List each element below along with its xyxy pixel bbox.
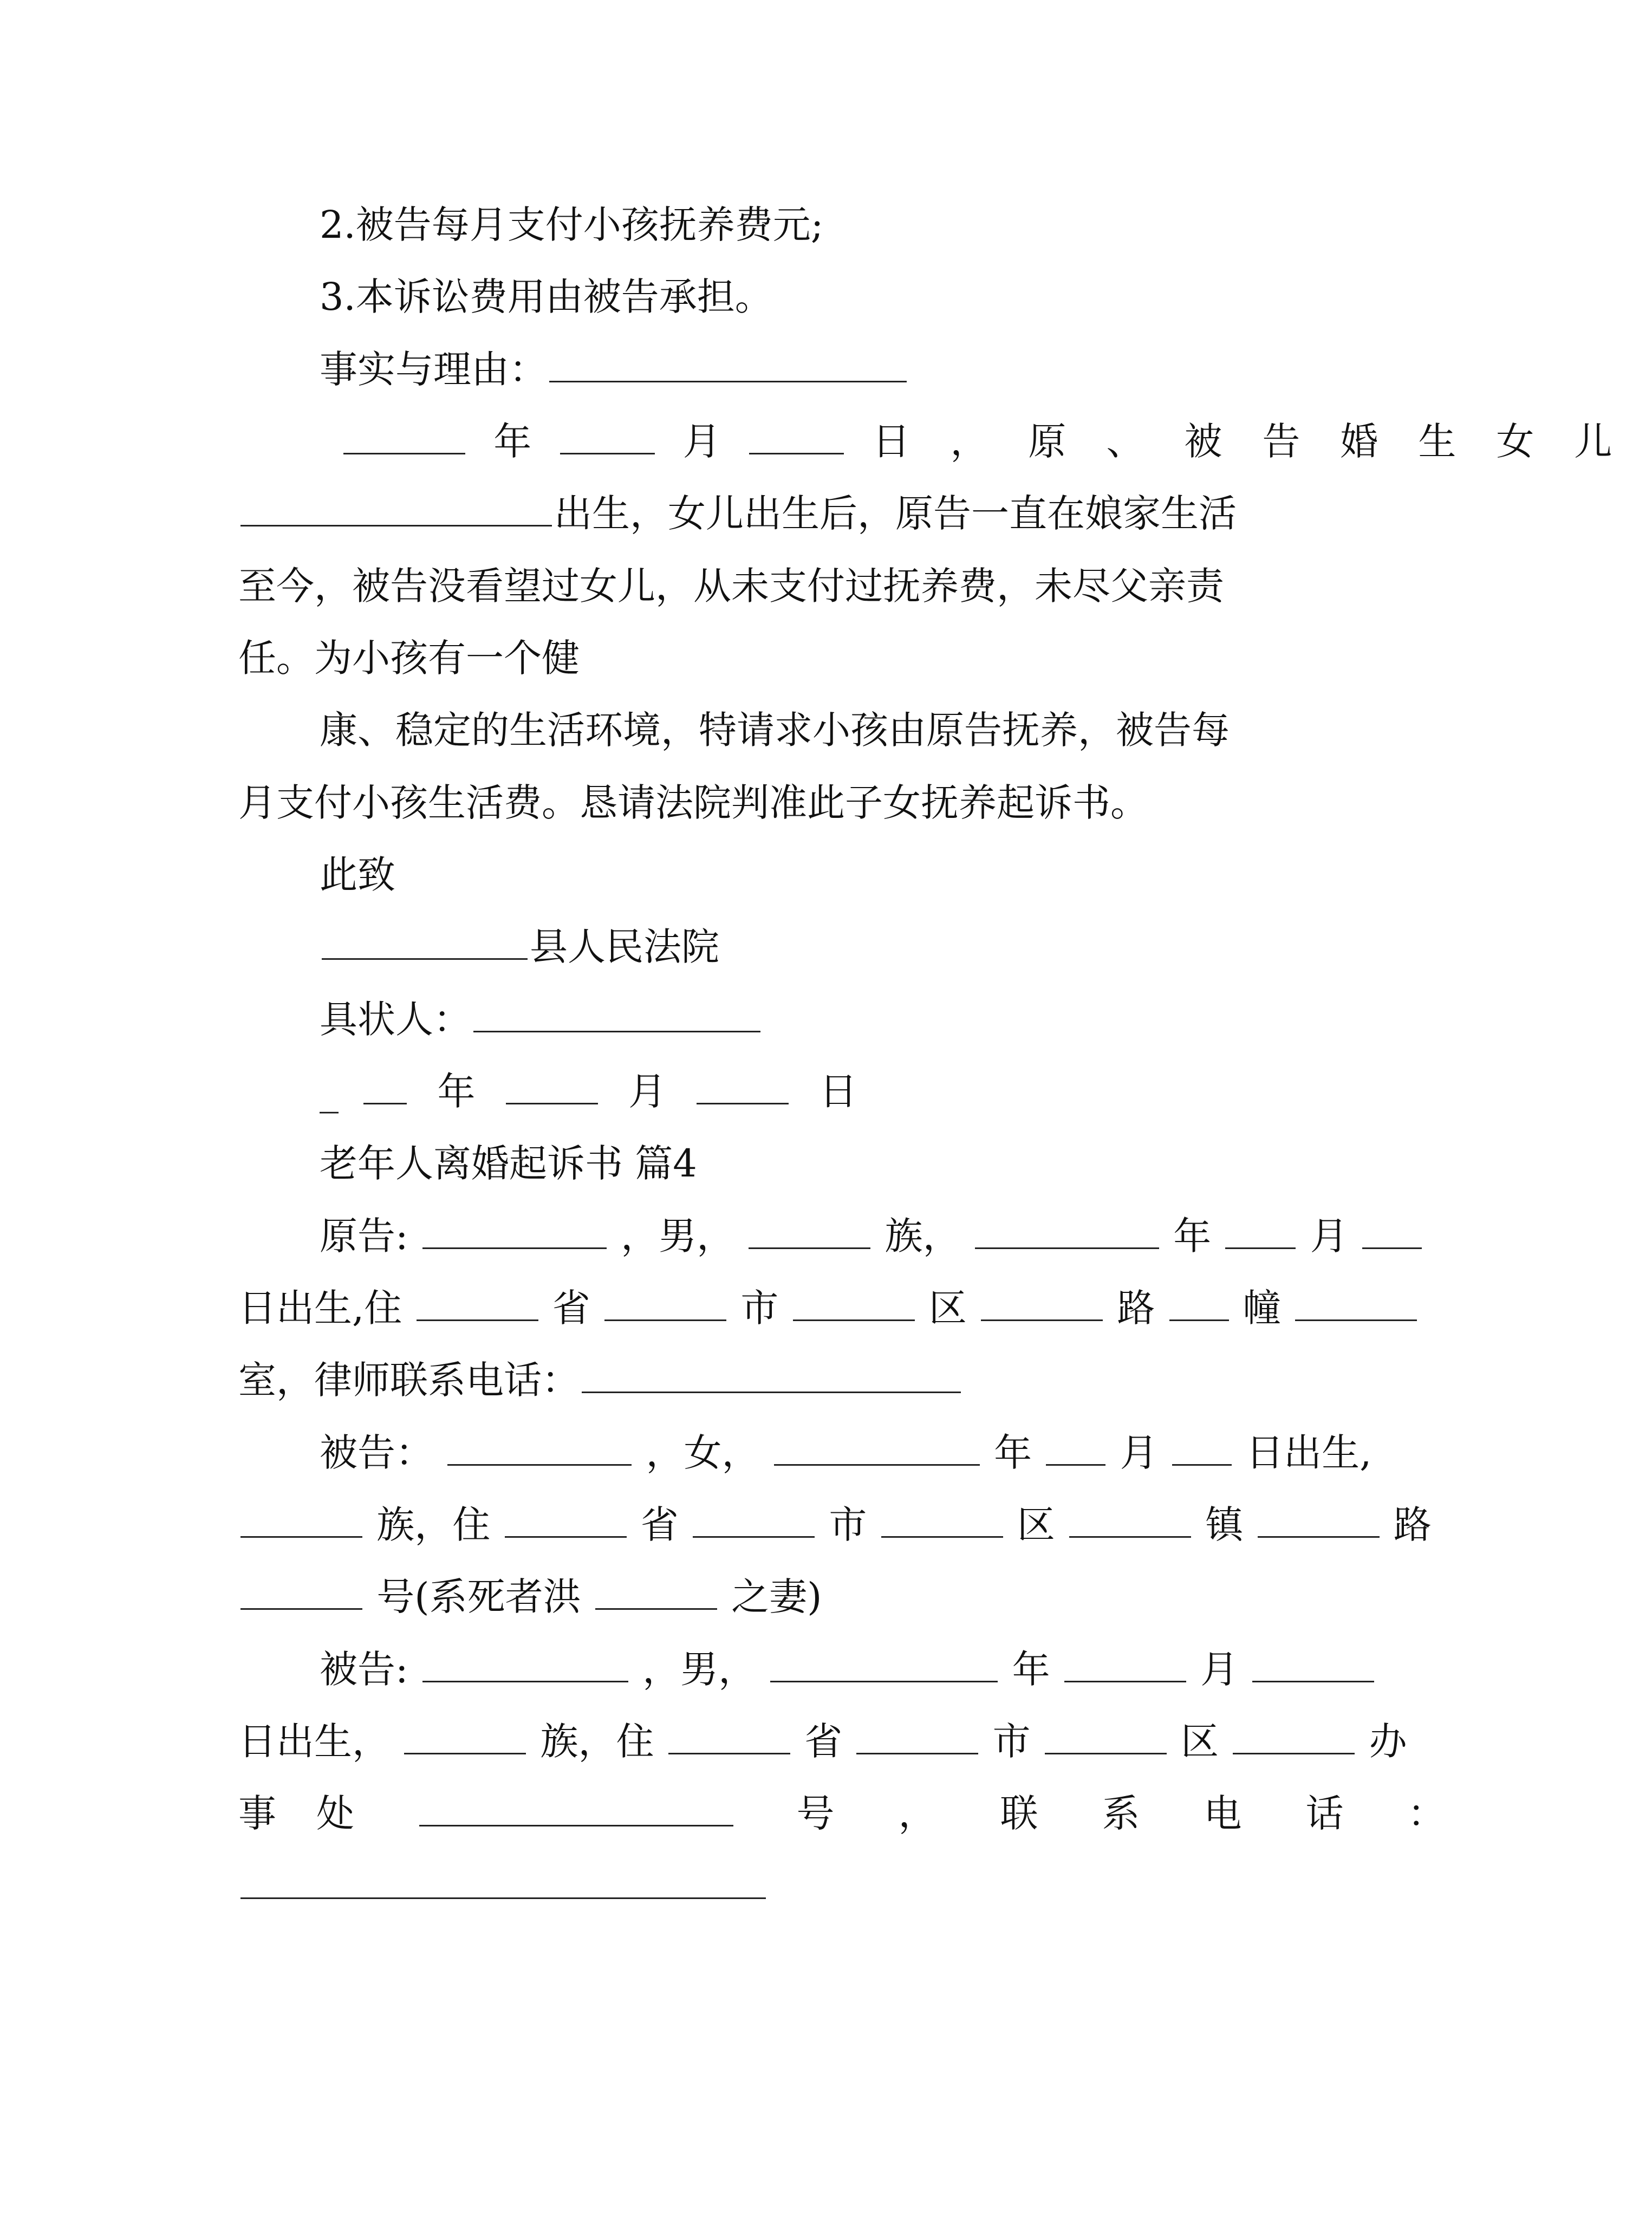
fill-blank: [1046, 1432, 1105, 1466]
line-text: 号(系死者洪: [376, 1575, 581, 1619]
line-text: 此致: [320, 853, 395, 897]
fill-blank: [856, 1720, 978, 1754]
text-line: [238, 559, 1224, 613]
line-text: 镇: [1205, 1503, 1244, 1547]
fill-blank: [981, 1287, 1103, 1321]
line-text: 之妻): [731, 1575, 822, 1619]
line-text: 族，住: [376, 1503, 491, 1547]
fill-blank: [881, 1504, 1003, 1538]
fill-blank: [419, 1792, 733, 1826]
fill-blank: [1233, 1720, 1355, 1754]
month-label: 月: [1200, 1647, 1239, 1692]
fill-blank: [595, 1576, 717, 1610]
signer-line: [320, 992, 763, 1046]
address-line: [238, 1714, 1407, 1769]
line-text: 省: [804, 1719, 843, 1764]
fill-blank: [697, 1070, 789, 1104]
fill-blank: [417, 1287, 538, 1321]
line-text: 日，原、被告婚生女儿: [872, 419, 1652, 464]
fill-blank: [693, 1504, 815, 1538]
fill-blank: [1169, 1287, 1229, 1321]
line-text: 日出生，: [238, 1719, 390, 1764]
day-label: 日: [819, 1069, 857, 1114]
line-text: 被告：: [320, 1431, 433, 1475]
text-line: [238, 631, 580, 685]
line-text: 省: [640, 1503, 679, 1547]
line-text: 市: [740, 1286, 779, 1330]
line-text: 区: [1181, 1719, 1219, 1764]
line-text: 老年人离婚起诉书 篇4: [320, 1141, 697, 1186]
phone-line: [238, 1786, 1510, 1841]
text-line: [320, 270, 773, 324]
line-text: 2.被告每月支付小孩抚养费元;: [320, 203, 824, 247]
year-label: 年: [994, 1431, 1032, 1475]
fill-blank: [749, 1215, 870, 1249]
line-text: 日出生,: [1246, 1431, 1372, 1475]
plaintiff-line: [320, 1209, 1424, 1263]
fill-blank: [322, 926, 528, 960]
address-line: [238, 1498, 1432, 1552]
fill-blank: [549, 348, 907, 382]
fill-blank: [473, 998, 760, 1032]
text-line: [320, 198, 823, 252]
fill-blank: [505, 1504, 627, 1538]
date-line: [341, 414, 1652, 469]
line-text: 康、稳定的生活环境，特请求小孩由原告抚养，被告每: [320, 708, 1230, 752]
fill-blank: [793, 1287, 915, 1321]
year-label: 年: [437, 1069, 476, 1114]
defendant-line: [320, 1642, 1376, 1696]
section-title: [320, 1136, 697, 1191]
address-line: [238, 1281, 1419, 1335]
line-text: 至今，被告没看望过女儿，从未支付过抚养费，未尽父亲责: [238, 564, 1224, 608]
fill-blank: [404, 1720, 526, 1754]
fill-blank: [668, 1720, 790, 1754]
salutation-line: [320, 848, 395, 902]
phone-blank-line: [238, 1859, 768, 1913]
line-text: 办: [1369, 1719, 1407, 1764]
fill-blank: [1295, 1287, 1417, 1321]
line-text: 号，联系电话：: [796, 1791, 1510, 1836]
line-text: 省: [552, 1286, 590, 1330]
fill-blank: [506, 1070, 598, 1104]
line-text: ，男，: [642, 1647, 757, 1692]
fill-blank: [770, 1648, 998, 1682]
fill-blank: [240, 492, 552, 526]
fill-blank: [604, 1287, 726, 1321]
text-line: [238, 1570, 822, 1624]
line-text: 县人民法院: [530, 925, 719, 969]
line-text: 原告:: [320, 1214, 408, 1258]
line-text: 室，律师联系电话：: [238, 1358, 580, 1402]
text-line: [320, 703, 1230, 757]
fill-blank: [1258, 1504, 1380, 1538]
fill-blank: [749, 420, 844, 454]
line-text: 事实与理由：: [320, 347, 547, 392]
line-text: ，女，: [646, 1431, 760, 1475]
fill-blank: [1362, 1215, 1422, 1249]
fill-blank: [422, 1648, 628, 1682]
court-line: [320, 920, 719, 974]
line-text: 市: [829, 1503, 867, 1547]
fill-blank: [422, 1215, 607, 1249]
line-text: 幢: [1243, 1286, 1281, 1330]
fill-blank: [240, 1865, 766, 1899]
line-text: ，男，: [621, 1214, 735, 1258]
phone-line: [238, 1353, 963, 1407]
line-text: 市: [992, 1719, 1031, 1764]
line-text: _: [320, 1069, 339, 1114]
fill-blank: [1225, 1215, 1296, 1249]
fill-blank: [240, 1576, 362, 1610]
fill-blank: [582, 1359, 961, 1393]
line-text: 出生，女儿出生后，原告一直在娘家生活: [554, 491, 1237, 536]
fill-blank: [447, 1432, 632, 1466]
fill-blank: [1045, 1720, 1167, 1754]
line-text: 路: [1117, 1286, 1155, 1330]
text-line: [238, 486, 1237, 541]
line-text: 任。为小孩有一个健: [238, 636, 580, 680]
fill-blank: [560, 420, 655, 454]
fill-blank: [343, 420, 465, 454]
line-text: 族，: [884, 1214, 961, 1258]
month-label: 月: [1310, 1214, 1348, 1258]
line-text: 具状人：: [320, 997, 471, 1042]
fill-blank: [774, 1432, 980, 1466]
line-text: 区: [928, 1286, 967, 1330]
line-text: 日出生,住: [238, 1286, 402, 1330]
month-label: 月: [682, 419, 721, 464]
fill-blank: [1069, 1504, 1191, 1538]
fill-blank: [975, 1215, 1159, 1249]
signature-date-line: [320, 1064, 857, 1119]
fill-blank: [1252, 1648, 1374, 1682]
fill-blank: [1064, 1648, 1186, 1682]
fill-blank: [363, 1070, 407, 1104]
fill-blank: [1172, 1432, 1232, 1466]
fill-blank: [240, 1504, 362, 1538]
line-text: 月支付小孩生活费。恳请法院判准此子女抚养起诉书。: [238, 781, 1148, 825]
line-text: 路: [1393, 1503, 1432, 1547]
line-text: 区: [1017, 1503, 1055, 1547]
year-label: 年: [1012, 1647, 1050, 1692]
year-label: 年: [493, 419, 532, 464]
month-label: 月: [628, 1069, 667, 1114]
line-text: 族，住: [540, 1719, 654, 1764]
line-text: 被告:: [320, 1647, 408, 1692]
facts-reasons-line: [320, 342, 909, 396]
year-label: 年: [1173, 1214, 1212, 1258]
line-text: 事处: [238, 1791, 394, 1836]
month-label: 月: [1120, 1431, 1158, 1475]
line-text: 3.本诉讼费用由被告承担。: [320, 275, 773, 319]
defendant-line: [320, 1426, 1371, 1480]
text-line: [238, 776, 1148, 830]
